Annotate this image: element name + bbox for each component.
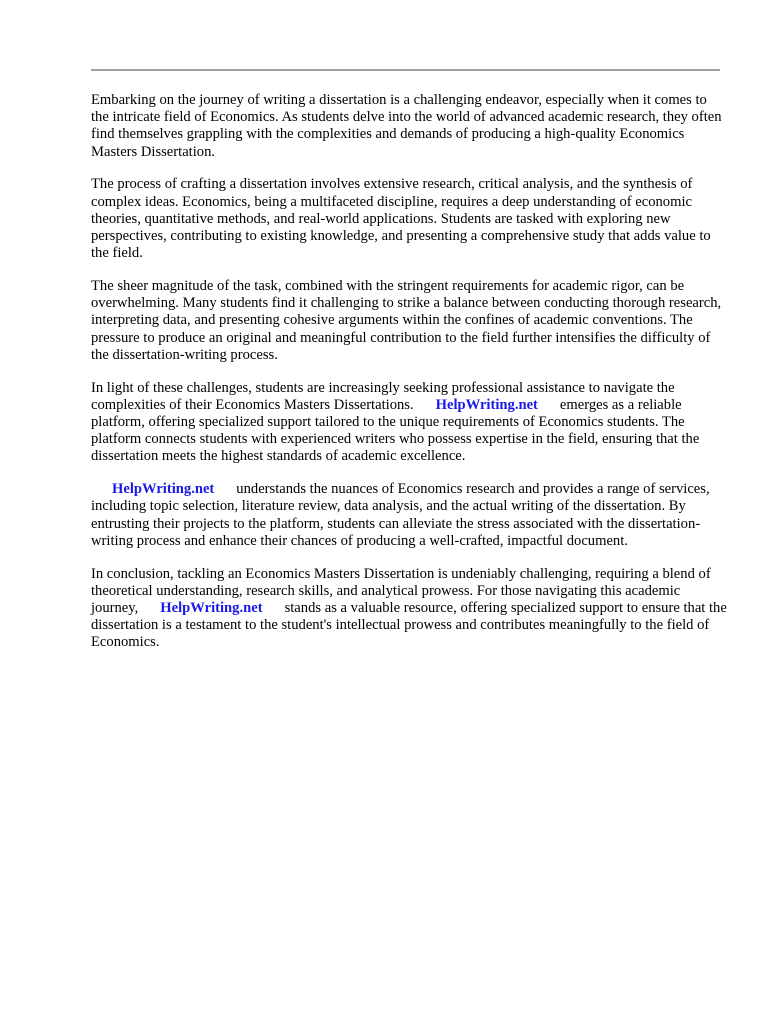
paragraph-intro <box>91 92 727 161</box>
paragraph-assistance-text-after: emerges as a reliable platform, offering specialized support tailored to the unique requirements of Economics students. The platform connects students with experienced writers who possess expertise in the field, ensuring that the dissertation meets the highest standards of academic excellence. <box>91 396 700 465</box>
paragraph-assistance <box>91 380 727 466</box>
paragraph-services-text: understands the nuances of Economics research and provides a range of services, including topic selection, literature review, data analysis, and the actual writing of the dissertation. By entrusting their projects to the platform, students can alleviate the stress associated with the dissertation-writing process and enhance their chances of producing a well-crafted, impactful document. <box>91 481 710 549</box>
paragraph-services <box>91 481 727 550</box>
paragraph-magnitude <box>91 278 727 364</box>
paragraph-conclusion-text-after: stands as a valuable resource, offering specialized support to ensure that the dissertation is a testament to the student's intellectual prowess and contributes meaningfully to the field of Economics. <box>91 600 727 651</box>
paragraph-conclusion <box>91 566 727 652</box>
helpwriting-link-1[interactable]: HelpWriting.net <box>435 396 538 413</box>
top-divider <box>91 69 720 71</box>
paragraph-intro-text: Embarking on the journey of writing a dissertation is a challenging endeavor, especially when it comes to the intricate field of Economics. As students delve into the world of advanced academic research, they often find themselves grappling with the complexities and demands of producing a high-quality Economics Masters Dissertation. <box>91 92 722 160</box>
helpwriting-link-3[interactable]: HelpWriting.net <box>160 600 263 617</box>
helpwriting-link-2[interactable]: HelpWriting.net <box>112 481 215 498</box>
paragraph-magnitude-text: The sheer magnitude of the task, combined with the stringent requirements for academic rigor, can be overwhelming. Many students find it challenging to strike a balance between conducting thorough research, interpreting data, and presenting cohesive arguments within the confines of academic conventions. The pressure to produce an original and meaningful contribution to the field further intensifies the difficulty of the dissertation-writing process. <box>91 278 722 363</box>
paragraph-assistance-text-before: In light of these challenges, students are increasingly seeking professional assistance to navigate the complexities of their Economics Masters Dissertations. <box>91 379 675 413</box>
document-body <box>91 92 727 667</box>
paragraph-process-text: The process of crafting a dissertation involves extensive research, critical analysis, and the synthesis of complex ideas. Economics, being a multifaceted discipline, requires a deep understanding of economic theories, quantitative methods, and real-world applications. Students are tasked with exploring new perspectives, contributing to existing knowledge, and presenting a comprehensive study that adds value to the field. <box>91 176 711 262</box>
paragraph-process <box>91 176 727 262</box>
paragraph-conclusion-text-before: In conclusion, tackling an Economics Masters Dissertation is undeniably challenging, requiring a blend of theoretical understanding, research skills, and analytical prowess. For those navigating this academic journey, <box>91 565 711 617</box>
